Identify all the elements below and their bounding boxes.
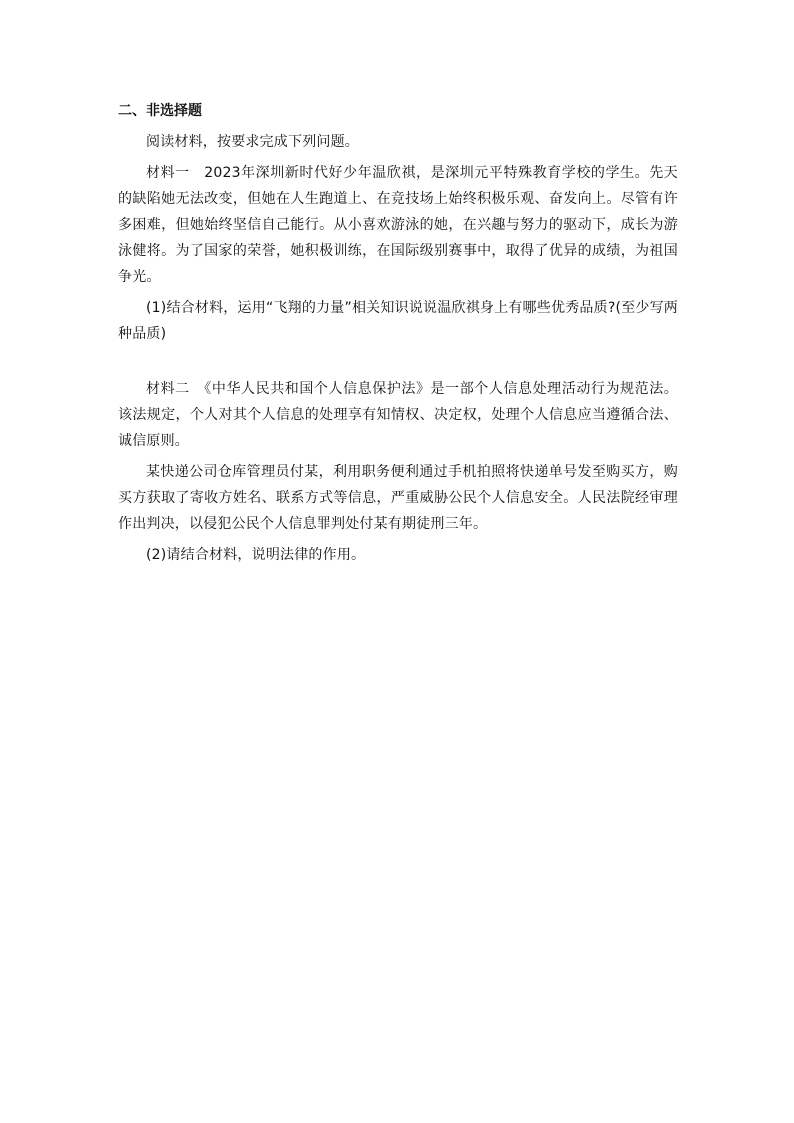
section-heading: 二、非选择题 [118, 103, 202, 119]
answer-space [118, 347, 678, 376]
material-one-text: 材料一 2023年深圳新时代好少年温欣祺，是深圳元平特殊教育学校的学生。先天的缺陷她无法改变，但她在人生跑道上、在竞技场上始终积极乐观、奋发向上。尽管有许多困难，但她始终坚信自己能行。从小喜欢游泳的她，在兴趣与努力的驱动下，成长为游泳健将。为了国家的荣誉，她积极训练，在国际级别赛事中，取得了优异的成绩，为祖国争光。 [118, 165, 678, 285]
question-one-text: (1)结合材料，运用“飞翔的力量”相关知识说说温欣祺身上有哪些优秀品质?(至少写两种品质) [118, 300, 678, 342]
case-text: 某快递公司仓库管理员付某，利用职务便利通过手机拍照将快递单号发至购买方，购买方获取了寄收方姓名、联系方式等信息，严重威胁公民个人信息安全。人民法院经审理作出判决，以侵犯公民个人信息罪判处付某有期徒刑三年。 [118, 464, 678, 532]
material-two-text: 材料二 《中华人民共和国个人信息保护法》是一部个人信息处理活动行为规范法。该法规定，个人对其个人信息的处理享有知情权、决定权，处理个人信息应当遵循合法、诚信原则。 [118, 381, 678, 449]
instruction-text: 阅读材料，按要求完成下列问题。 [146, 134, 359, 150]
question-two-text: (2)请结合材料，说明法律的作用。 [146, 547, 366, 563]
question-section [118, 98, 678, 568]
